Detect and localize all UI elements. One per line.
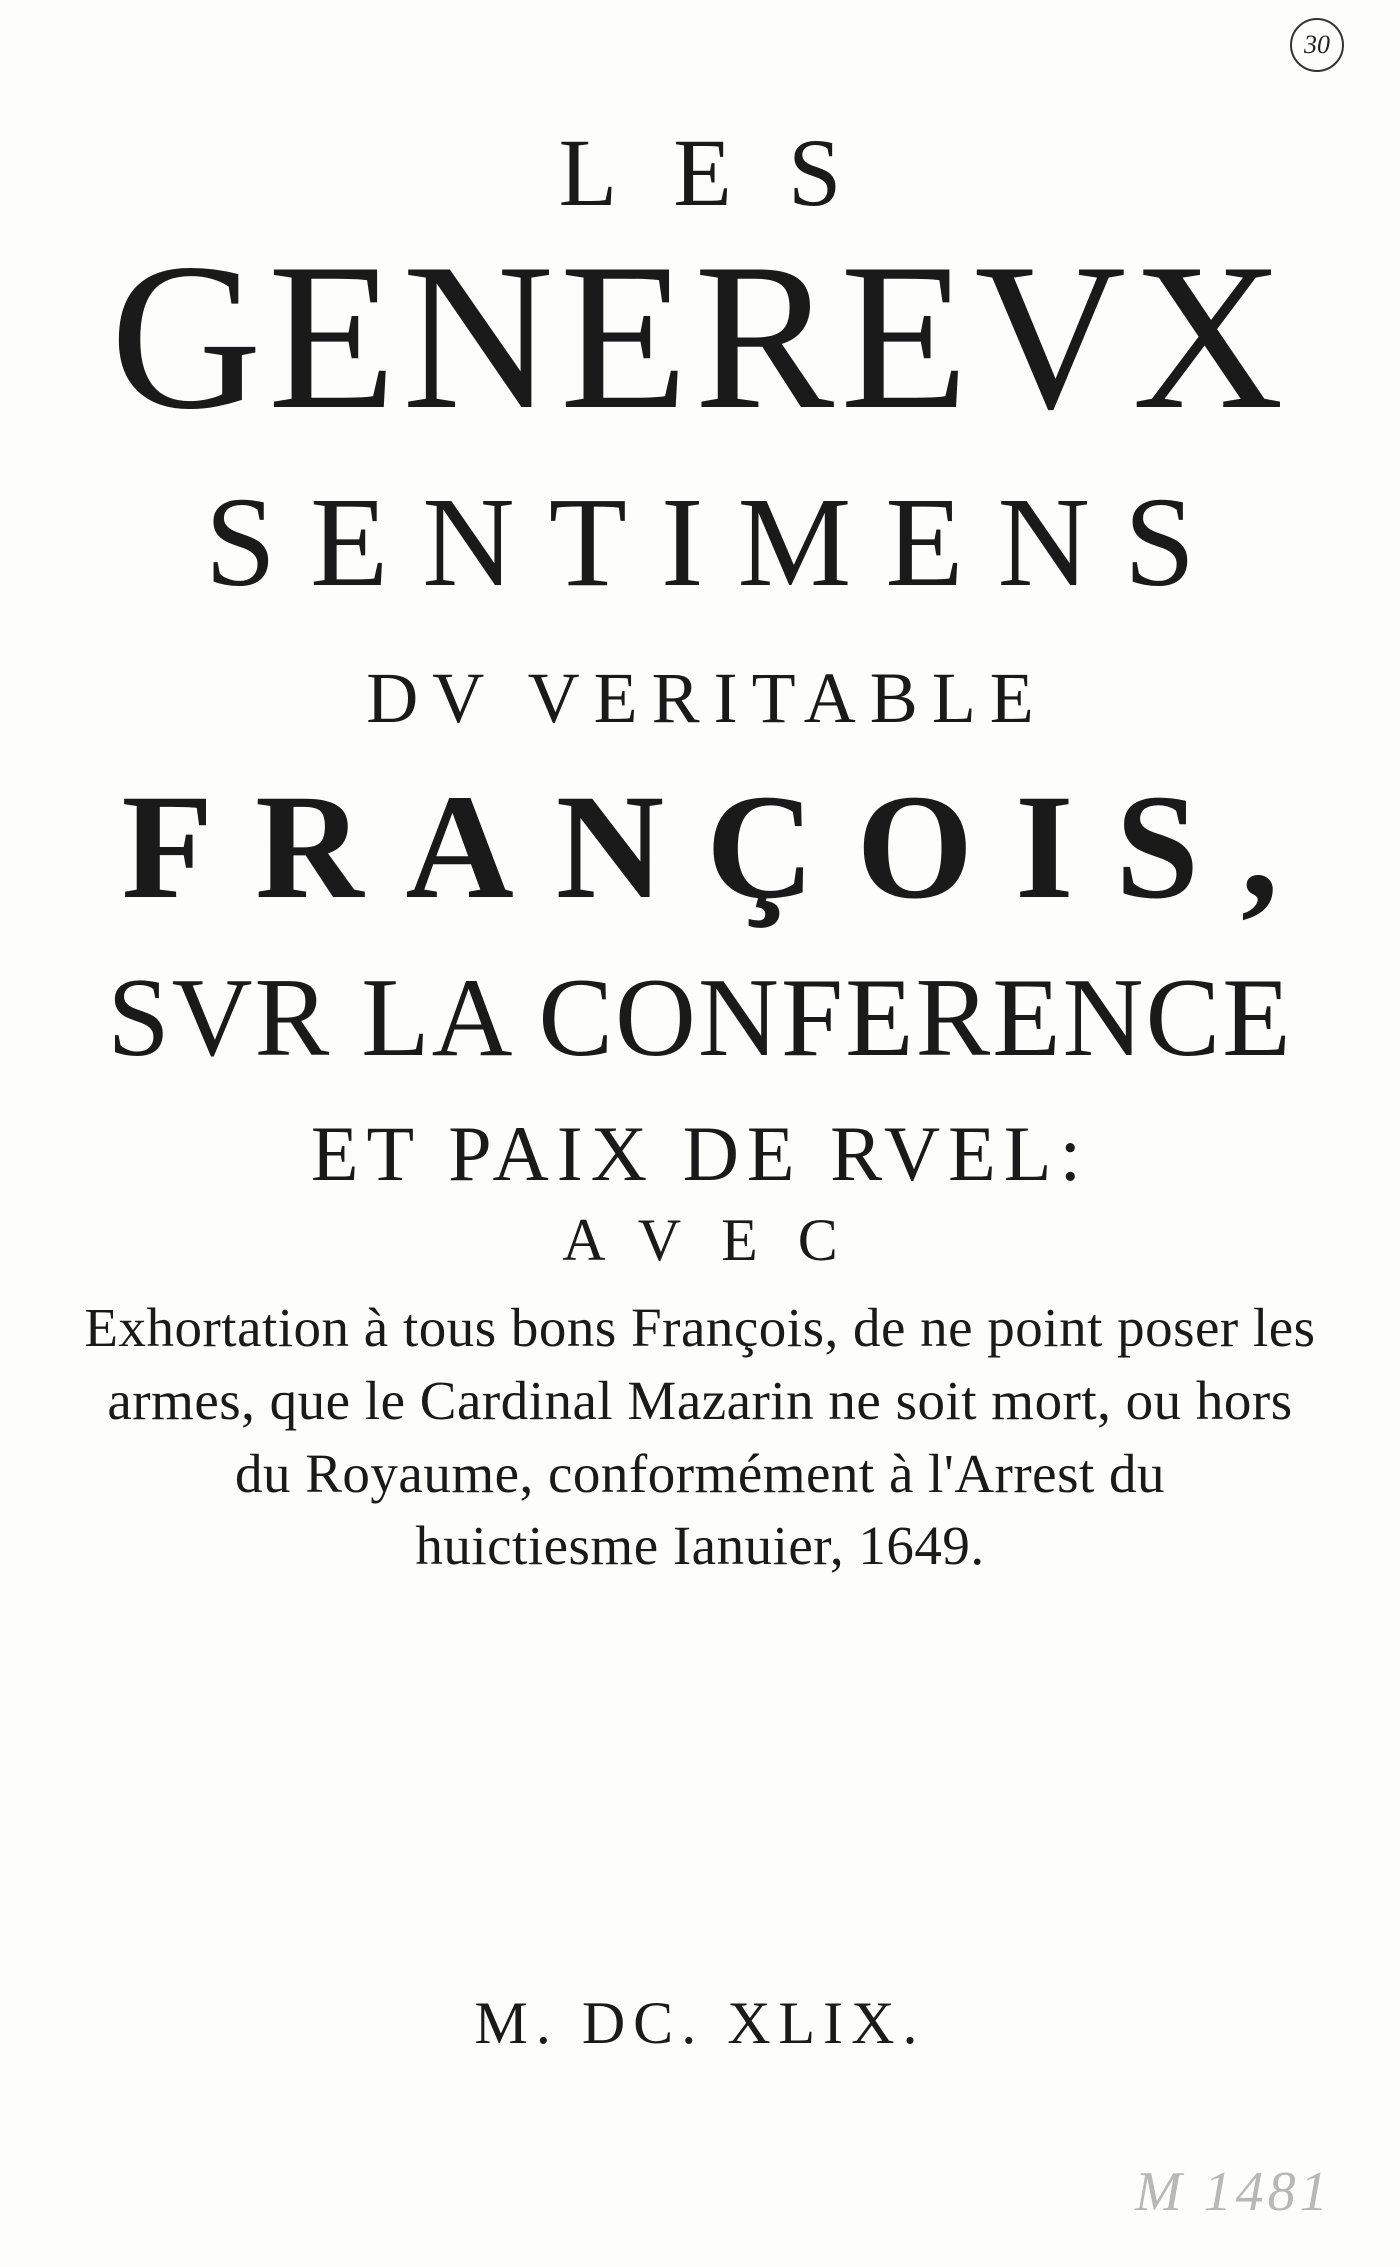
title-line-genereux: GENEREVX (110, 221, 1290, 453)
title-line-paix: ET PAIX DE RVEL: (310, 1110, 1090, 1197)
title-line-conference: SVR LA CONFERENCE (107, 956, 1293, 1080)
imprint-date: M. DC. XLIX. (474, 1990, 926, 2056)
title-line-francois: FRANÇOIS, (121, 764, 1321, 930)
subtitle-line: Exhortation à tous bons François, de ne point poser les (84, 1297, 1316, 1358)
subtitle-line: armes, que le Cardinal Mazarin ne soit mort, ou hors (107, 1370, 1293, 1431)
title-line-sentimens: SENTIMENS (204, 471, 1230, 613)
shelfmark-stamp: M 1481 (1135, 2161, 1332, 2223)
title-line-les: LES (558, 119, 898, 226)
folio-number: 30 (1290, 18, 1344, 72)
title-line-avec: AVEC (562, 1207, 878, 1273)
title-line-veritable: DV VERITABLE (366, 658, 1048, 738)
subtitle-line: huictiesme Ianuier, 1649. (415, 1515, 985, 1576)
subtitle-line: du Royaume, conformément à l'Arrest du (234, 1443, 1166, 1504)
